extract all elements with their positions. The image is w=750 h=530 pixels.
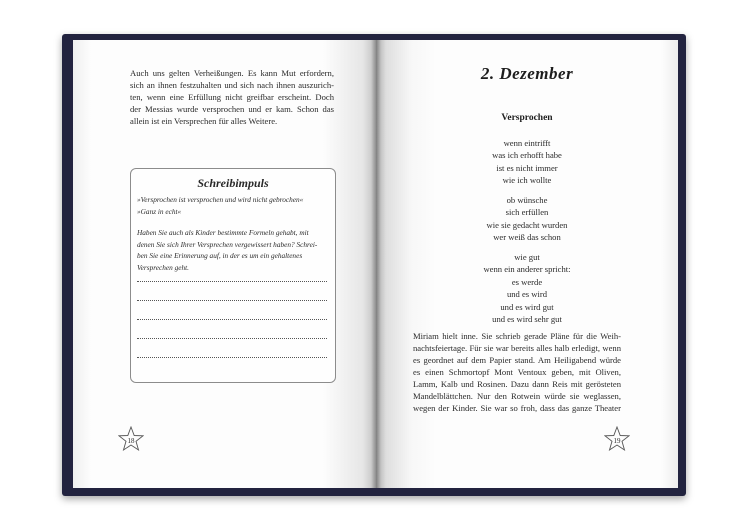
text-line: Miriam hielt inne. Sie schrieb gerade Pläne für die Weih- bbox=[413, 331, 621, 341]
writing-line bbox=[137, 319, 327, 320]
poem-line: wie ich wollte bbox=[502, 175, 552, 186]
poem-line: wie sie gedacht wurden bbox=[486, 219, 568, 230]
prompt-line: Versprechen geht. bbox=[137, 262, 190, 272]
text-line: Lamm, Kalb und Rosinen. Dazu dann Reis mit gerösteten bbox=[413, 379, 621, 389]
writing-line bbox=[137, 357, 327, 358]
poem-line: und es wird gut bbox=[500, 301, 554, 312]
chapter-title: 2. Dezember bbox=[480, 64, 574, 83]
quote-line: »Versprochen ist versprochen und wird nicht gebrochen« bbox=[137, 195, 304, 204]
poem-line: ist es nicht immer bbox=[496, 162, 558, 173]
writing-prompt-box bbox=[130, 168, 336, 383]
box-title: Schreibimpuls bbox=[197, 176, 269, 190]
box-quotes bbox=[137, 194, 329, 217]
text-line: es geordnet auf dem Papier stand. Am Heiligabend würde bbox=[413, 355, 621, 365]
poem-line: und es wird sehr gut bbox=[492, 314, 562, 325]
text-line: ten, wenn eine Erfüllung nicht greifbar erscheint. Doch bbox=[130, 92, 334, 102]
quote-line: »Ganz in echt« bbox=[137, 206, 182, 216]
text-line: sich an ihnen festzuhalten und sich nach ihnen auszurich- bbox=[130, 80, 334, 90]
text-line: Mandelblättchen. Nur den Rotwein würde sie weglassen, bbox=[413, 391, 621, 401]
poem-line: was ich erhofft habe bbox=[492, 150, 562, 161]
left-paragraph bbox=[130, 67, 334, 127]
box-prompt bbox=[137, 227, 329, 273]
prompt-line: Haben Sie auch als Kinder bestimmte Formeln gehabt, mit bbox=[137, 228, 309, 237]
prompt-line: denen Sie sich Ihrer Versprechen vergewissert haben? Schrei- bbox=[137, 239, 318, 249]
poem-line: ob wünsche bbox=[506, 195, 548, 205]
poem-title: Versprochen bbox=[501, 113, 553, 123]
prompt-line: ben Sie eine Erinnerung auf, in der es um ein gehaltenes bbox=[137, 251, 303, 260]
poem-stanza bbox=[376, 194, 678, 244]
text-line: wegen der Kinder. Sie war so froh, dass das ganze Theater bbox=[413, 403, 621, 413]
right-paragraph bbox=[413, 330, 621, 414]
writing-line bbox=[137, 281, 327, 282]
poem-line: wenn eintrifft bbox=[503, 138, 551, 148]
poem-line: wenn ein anderer spricht: bbox=[483, 264, 571, 275]
text-line: der Messias wurde versprochen und er kam. Schon das bbox=[130, 104, 334, 114]
poem-line: es werde bbox=[511, 276, 543, 287]
poem-line: wie gut bbox=[514, 252, 540, 262]
poem-line: sich erfüllen bbox=[505, 207, 549, 218]
poem-line: und es wird bbox=[506, 289, 548, 300]
text-line: es einen Schmortopf Mont Ventoux geben, mit Oliven, bbox=[413, 367, 621, 377]
poem-stanza bbox=[376, 251, 678, 325]
poem-stanza bbox=[376, 137, 678, 187]
text-line: Auch uns gelten Verheißungen. Es kann Mut erfordern, bbox=[130, 68, 334, 78]
text-line: nachtsfeiertage. Für sie war bereits alles halb erledigt, wenn bbox=[413, 343, 621, 353]
writing-line bbox=[137, 338, 327, 339]
writing-line bbox=[137, 300, 327, 301]
page-number: 18 bbox=[127, 437, 135, 445]
page-number: 19 bbox=[613, 437, 621, 445]
poem-line: wer weiß das schon bbox=[493, 232, 561, 243]
text-line: allein ist ein Versprechen für alles Weitere. bbox=[130, 116, 278, 126]
